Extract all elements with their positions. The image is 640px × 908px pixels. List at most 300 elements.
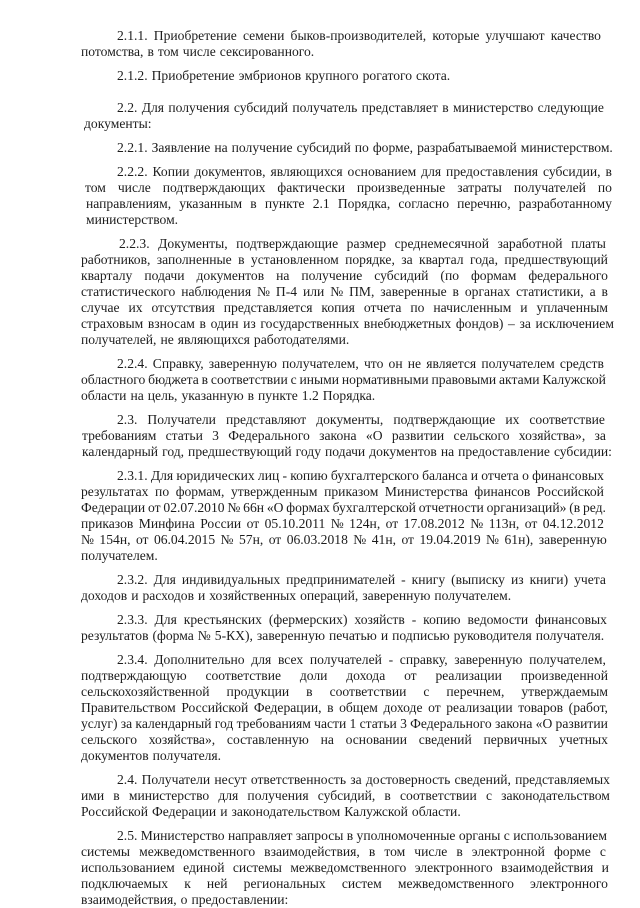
word: соответствии <box>210 372 288 387</box>
word: подтверждающие <box>236 236 339 251</box>
word: Федерации <box>152 804 217 819</box>
word: случае <box>81 300 120 315</box>
word: подключаемых <box>81 876 169 891</box>
word: 2.2. <box>117 100 138 115</box>
word: индивидуальных <box>181 572 281 587</box>
word: 2.3.2. <box>117 572 148 587</box>
word: 19.04.2019 <box>419 532 481 547</box>
text-line <box>117 356 604 372</box>
word: внебюджетных <box>363 316 452 331</box>
word: 3 <box>212 428 219 443</box>
word: календарный <box>82 444 159 459</box>
text-line <box>81 876 608 892</box>
word: (выписку <box>451 572 505 587</box>
word: кварталу <box>81 268 133 283</box>
word: законодательством <box>231 804 341 819</box>
word: скота. <box>416 68 451 83</box>
text-line <box>117 468 604 484</box>
word: 2.5. <box>117 828 138 843</box>
word: начисленным <box>433 300 512 315</box>
word: подтверждающие <box>393 412 496 427</box>
word: перечню, <box>457 196 511 211</box>
word: Минфина <box>138 516 195 531</box>
text-line <box>81 548 172 564</box>
word: № <box>330 516 344 531</box>
word: организаций» <box>486 500 567 515</box>
word: для <box>218 788 239 803</box>
word: областного <box>81 372 146 387</box>
word: заверенную <box>538 532 607 547</box>
word: отчетности <box>418 500 484 515</box>
word: соответствии <box>399 788 477 803</box>
word: получателей <box>309 652 382 667</box>
word: статьи <box>165 428 203 443</box>
word: том <box>157 44 179 59</box>
word: № <box>220 532 234 547</box>
word: П-4 <box>275 284 298 299</box>
word: и <box>470 468 479 483</box>
word: произведенные <box>356 180 446 195</box>
word: о <box>522 468 529 483</box>
word: получения <box>247 788 309 803</box>
word: статьи <box>359 716 397 731</box>
word: быков-производителей, <box>290 28 427 43</box>
word: требованиям <box>82 428 157 443</box>
word: являющихся <box>177 332 250 347</box>
word: представляет <box>361 100 438 115</box>
word: заполненные <box>156 252 232 267</box>
word: «О <box>535 716 553 731</box>
word: отчета <box>481 468 519 483</box>
word: субсидии, <box>543 164 601 179</box>
word: Правительством <box>81 700 176 715</box>
text-line <box>81 532 607 548</box>
word: том <box>85 180 106 195</box>
text-line <box>82 444 612 460</box>
word: и <box>380 628 389 643</box>
text-line <box>117 772 610 788</box>
word: ПМ, <box>349 284 375 299</box>
text-line <box>81 788 610 804</box>
word: сельского <box>81 732 137 747</box>
word: области. <box>411 804 461 819</box>
word: 2.4. <box>117 772 138 787</box>
word: в <box>605 164 612 179</box>
word: заверенную <box>208 356 277 371</box>
word: лиц <box>257 468 280 483</box>
word: по <box>354 140 369 155</box>
word: документов <box>81 748 149 763</box>
word: доли <box>299 668 328 683</box>
word: том <box>384 844 406 859</box>
word: 2.2.1. <box>117 140 148 155</box>
text-line <box>81 516 604 532</box>
word: субсидий, <box>317 788 376 803</box>
text-line <box>81 588 512 604</box>
word: за <box>401 252 413 267</box>
word: форме <box>553 844 591 859</box>
word: министерство <box>452 100 534 115</box>
word: (в <box>569 500 581 515</box>
text-line <box>119 236 606 252</box>
word: крупного <box>305 68 359 83</box>
word: Министерство <box>140 828 225 843</box>
word: статистического <box>81 284 176 299</box>
word: требованиям <box>236 716 311 731</box>
word: подтверждающую <box>81 668 187 683</box>
word: получателем, <box>529 652 606 667</box>
word: в <box>113 788 120 803</box>
word: числе <box>414 844 448 859</box>
word: форме, <box>372 140 414 155</box>
word: расходов <box>142 588 194 603</box>
word: подтверждающих <box>162 180 266 195</box>
word: взаимодействия, <box>81 892 177 907</box>
word: Получатели <box>141 772 211 787</box>
word: межведомственного <box>397 876 514 891</box>
word: по <box>597 180 612 195</box>
word: на <box>214 140 228 155</box>
word: копия <box>321 300 355 315</box>
word: правовыми <box>431 372 497 387</box>
word: 3 <box>400 716 407 731</box>
word: к <box>184 876 191 891</box>
word: документы, <box>316 412 384 427</box>
word: заверенную <box>256 628 326 643</box>
word: в <box>384 788 391 803</box>
word: хозяйственных <box>209 588 297 603</box>
word: 154н, <box>99 532 131 547</box>
word: электронной <box>471 844 545 859</box>
word: в <box>238 252 245 267</box>
word: первичных <box>483 732 548 747</box>
word: «О <box>365 428 383 443</box>
word: Калужской <box>542 372 606 387</box>
word: 2.2.4. <box>117 356 148 371</box>
word: работодателями. <box>253 332 350 347</box>
word: документы: <box>84 116 152 131</box>
word: книгу <box>411 572 446 587</box>
text-line <box>81 732 608 748</box>
word: дохода <box>346 668 386 683</box>
word: Федерации <box>81 500 146 515</box>
word: составленную <box>226 732 309 747</box>
word: России <box>200 516 242 531</box>
word: соответствие <box>529 412 605 427</box>
word: получателя. <box>152 748 222 763</box>
word: заработной <box>497 236 563 251</box>
text-line <box>86 196 612 212</box>
word: пункте <box>258 388 298 403</box>
word: запросы <box>295 828 344 843</box>
text-line <box>84 116 174 132</box>
word: № <box>353 532 367 547</box>
text-line <box>117 164 612 180</box>
word: следующие <box>537 100 604 115</box>
word: соответствии <box>329 684 407 699</box>
word: согласно <box>398 196 449 211</box>
word: за <box>350 772 362 787</box>
word: № <box>81 532 94 547</box>
text-line <box>117 140 613 156</box>
word: (форма <box>152 628 194 643</box>
word: от <box>401 532 414 547</box>
word: формах <box>286 500 330 515</box>
word: их <box>128 300 143 315</box>
word: в <box>327 700 334 715</box>
text-line <box>81 892 352 908</box>
word: и <box>220 804 228 819</box>
word: от <box>148 500 161 515</box>
word: № <box>330 284 344 299</box>
word: - <box>411 612 417 627</box>
word: из <box>510 572 524 587</box>
word: баланса <box>422 468 468 483</box>
word: 2.1.2. <box>117 68 148 83</box>
word: работников, <box>81 252 151 267</box>
word: от <box>385 516 399 531</box>
word: товаров <box>518 700 564 715</box>
word: получателей, <box>81 332 157 347</box>
text-line <box>81 668 608 684</box>
word: а <box>589 284 596 299</box>
word: в <box>201 372 209 387</box>
word: нормативными <box>341 372 429 387</box>
word: за <box>120 716 133 731</box>
word: по <box>410 300 425 315</box>
text-line <box>81 860 609 876</box>
word: Калужской <box>344 804 408 819</box>
word: получателем, <box>282 356 359 371</box>
word: в <box>442 100 449 115</box>
word: Российской <box>181 700 249 715</box>
word: года, <box>469 252 498 267</box>
word: является <box>426 356 477 371</box>
word: с <box>423 684 430 699</box>
text-line <box>81 748 263 764</box>
word: или <box>302 284 325 299</box>
word: 2.3.3. <box>117 612 148 627</box>
word: от <box>428 700 441 715</box>
word: взносам <box>147 316 195 331</box>
word: направляет <box>227 828 293 843</box>
word: и <box>601 860 609 875</box>
word: пункте <box>264 196 305 211</box>
word: формам, <box>175 484 225 499</box>
word: числе <box>117 180 151 195</box>
text-line <box>117 412 605 428</box>
word: не <box>407 356 422 371</box>
text-line <box>81 268 608 284</box>
word: один <box>210 316 239 331</box>
word: 41н, <box>371 532 396 547</box>
word: Дополнительно <box>154 652 245 667</box>
word: в <box>306 684 313 699</box>
word: системы <box>81 844 131 859</box>
word: хозяйства», <box>148 732 216 747</box>
word: закона <box>319 428 357 443</box>
word: копию <box>290 468 328 483</box>
word: 2.3.4. <box>117 652 148 667</box>
word: из <box>243 316 256 331</box>
word: результатах <box>81 484 149 499</box>
word: межведомственного <box>290 860 407 875</box>
word: Приобретение <box>153 28 237 43</box>
word: электронного <box>530 876 608 891</box>
word: части <box>314 716 347 731</box>
text-line <box>81 44 315 60</box>
word: иными <box>299 372 340 387</box>
word: несут <box>214 772 247 787</box>
word: за <box>594 428 606 443</box>
word: реализации <box>446 700 513 715</box>
word: 06.04.2015 <box>153 532 216 547</box>
word: предшествующий <box>504 252 608 267</box>
word: на <box>276 268 290 283</box>
word: календарный <box>135 716 212 731</box>
word: хозяйства», <box>518 428 586 443</box>
word: за <box>519 316 531 331</box>
word: в <box>199 316 206 331</box>
word: представляемых <box>515 772 610 787</box>
text-line <box>117 828 607 844</box>
word: операций, <box>300 588 359 603</box>
word: федерального <box>528 268 608 283</box>
word: № <box>197 628 211 643</box>
word: заверенную <box>362 588 431 603</box>
word: 2.2.2. <box>117 164 148 179</box>
word: Федерации, <box>253 700 322 715</box>
text-line <box>81 684 608 700</box>
word: указанную <box>181 388 244 403</box>
text-line <box>81 700 608 716</box>
word: закона <box>494 716 533 731</box>
word: получателем. <box>81 548 158 563</box>
word: предшествующий <box>188 444 292 459</box>
word: 05.10.2011 <box>264 516 326 531</box>
word: подписью <box>392 628 450 643</box>
word: - <box>401 572 406 587</box>
text-line <box>81 316 614 332</box>
word: финансовых <box>532 468 604 483</box>
word: от <box>246 516 260 531</box>
word: наблюдения <box>181 284 252 299</box>
word: Для <box>153 572 176 587</box>
word: улучшают <box>485 28 545 43</box>
word: Федерального <box>228 428 310 443</box>
word: Для <box>154 612 177 627</box>
word: Порядка. <box>322 388 376 403</box>
word: предоставление <box>458 444 550 459</box>
word: государственных <box>260 316 360 331</box>
word: от <box>404 668 417 683</box>
word: заверенную <box>454 652 523 667</box>
word: предоставлении: <box>191 892 289 907</box>
word: документов <box>196 268 265 283</box>
word: являющихся <box>270 164 343 179</box>
text-line <box>117 100 604 116</box>
word: семени <box>242 28 285 43</box>
word: с <box>485 788 492 803</box>
word: год <box>214 716 234 731</box>
word: 2.2.3. <box>119 236 150 251</box>
text-line <box>117 68 451 84</box>
word: актами <box>499 372 540 387</box>
word: всех <box>277 652 304 667</box>
word: субсидии: <box>553 444 612 459</box>
text-line <box>86 212 183 228</box>
word: квартал <box>419 252 464 267</box>
word: 57н, <box>238 532 264 547</box>
word: основании <box>345 732 407 747</box>
word: представляют <box>225 412 307 427</box>
word: № <box>470 516 484 531</box>
word: ней <box>206 876 228 891</box>
word: размер <box>346 236 387 251</box>
word: получателей <box>513 180 586 195</box>
word: 61н), <box>504 532 534 547</box>
word: приказов <box>81 516 134 531</box>
word: ответственность <box>250 772 347 787</box>
word: фондов) <box>455 316 504 331</box>
word: Документы, <box>158 236 228 251</box>
word: Копии <box>152 164 190 179</box>
word: в <box>456 844 463 859</box>
word: крестьянских <box>183 612 262 627</box>
word: утверждаемым <box>521 684 608 699</box>
word: (фермерских) <box>268 612 348 627</box>
word: формам <box>471 268 517 283</box>
word: отсутствия <box>151 300 215 315</box>
word: (по <box>440 268 460 283</box>
word: финансовых <box>535 612 607 627</box>
word: заверенные <box>380 284 447 299</box>
word: году <box>295 444 321 459</box>
word: в <box>601 284 608 299</box>
word: единой <box>183 860 225 875</box>
word: сельскохозяйственной <box>81 684 210 699</box>
word: установленном <box>250 252 339 267</box>
word: разрабатываемой <box>417 140 517 155</box>
word: в <box>247 388 255 403</box>
word: уплаченным <box>536 300 608 315</box>
word: реализации <box>435 668 502 683</box>
word: бюджета <box>148 372 199 387</box>
word: фактически <box>277 180 345 195</box>
word: учетных <box>559 732 608 747</box>
word: сведений <box>418 732 472 747</box>
word: Заявление <box>151 140 211 155</box>
word: Получатели <box>147 412 216 427</box>
word: Федерального <box>410 716 492 731</box>
word: министерством. <box>86 212 179 227</box>
word: - <box>388 652 394 667</box>
word: в <box>452 284 459 299</box>
text-line <box>81 844 606 860</box>
word: хозяйств <box>354 612 405 627</box>
word: 02.07.2010 <box>163 500 225 515</box>
word: законодательством <box>501 788 610 803</box>
word: на <box>320 732 334 747</box>
word: печатью <box>329 628 377 643</box>
word: получателя. <box>535 628 605 643</box>
word: субсидий <box>233 100 289 115</box>
text-line <box>81 332 355 348</box>
word: от <box>524 516 538 531</box>
word: Справку, <box>152 356 204 371</box>
word: взаимодействия, <box>264 844 360 859</box>
word: 06.03.2018 <box>286 532 348 547</box>
